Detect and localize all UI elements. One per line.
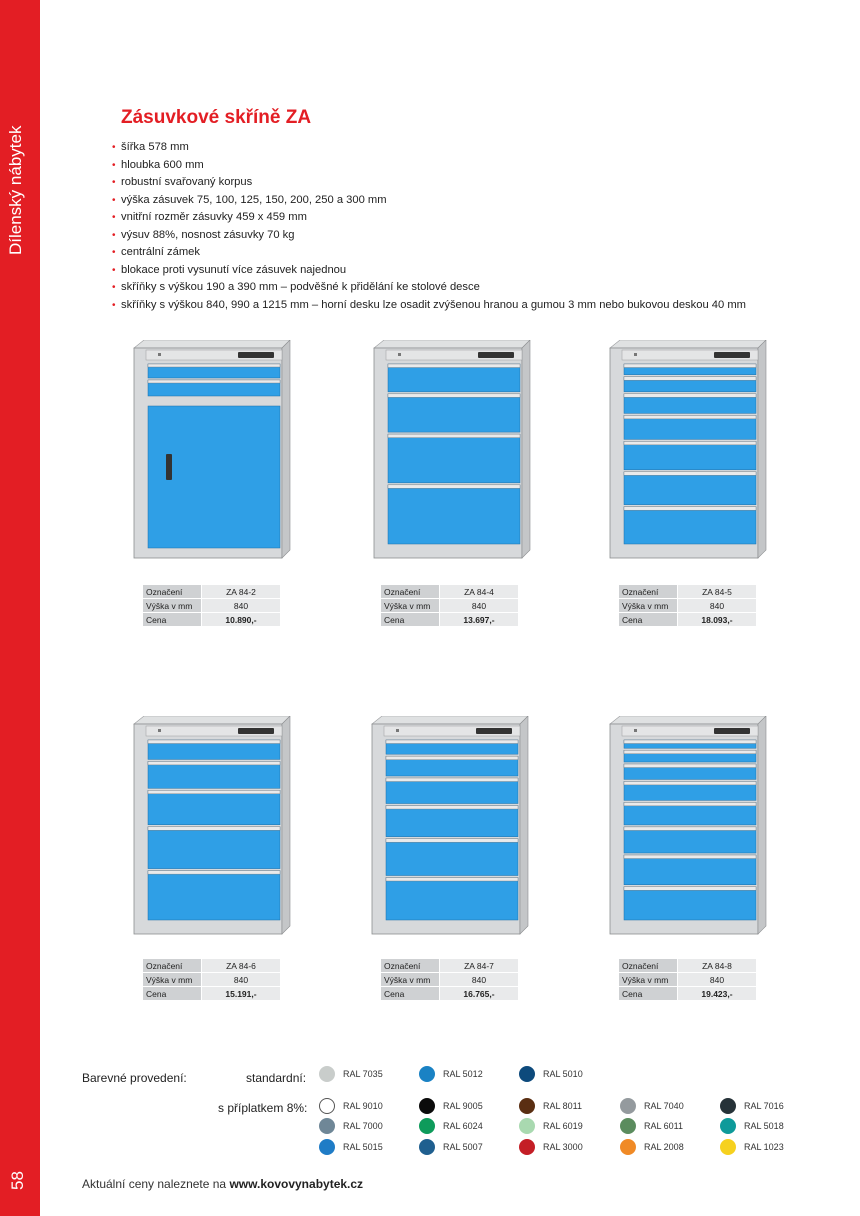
drawer-front (386, 878, 518, 920)
cabinet-drawing (370, 716, 530, 936)
cabinet-image-za-84-7 (370, 716, 530, 936)
spec-table-za-84-6 (142, 958, 281, 1001)
feature-item: • šířka 578 mm (112, 139, 746, 157)
drawer-front (624, 855, 756, 885)
drawer-handle (624, 750, 756, 754)
spec-height: 840 (440, 973, 519, 987)
color-name: RAL 7035 (343, 1069, 383, 1079)
cabinet-top (374, 340, 530, 348)
spec-height: 840 (202, 599, 281, 613)
drawer-front (148, 871, 280, 920)
cabinet-top (372, 716, 528, 724)
color-name: RAL 6011 (644, 1121, 684, 1131)
color-name: RAL 5010 (543, 1069, 583, 1079)
drawer-handle (388, 434, 520, 438)
feature-list (112, 139, 746, 314)
drawer-front (148, 790, 280, 824)
color-dot (519, 1066, 535, 1082)
color-swatch (319, 1066, 383, 1082)
color-swatch (419, 1066, 483, 1082)
color-swatch (620, 1098, 684, 1114)
label-holder-icon (158, 353, 161, 356)
spec-label: Cena (143, 613, 202, 627)
lock-icon (476, 728, 512, 734)
spec-label: Výška v mm (381, 599, 440, 613)
extra-colors-label: s příplatkem 8%: (218, 1101, 308, 1115)
drawer-handle (148, 761, 280, 765)
drawer-handle (148, 740, 280, 744)
drawer-handle (624, 887, 756, 891)
spec-label: Označení (381, 585, 440, 599)
spec-label: Výška v mm (143, 973, 202, 987)
color-name: RAL 8011 (543, 1101, 583, 1111)
color-dot (620, 1139, 636, 1155)
drawer-front (624, 887, 756, 920)
spec-label: Cena (619, 987, 678, 1001)
drawer-handle (624, 764, 756, 768)
cabinet-side (758, 716, 766, 934)
spec-label: Výška v mm (619, 973, 678, 987)
footer-text: Aktuální ceny naleznete na (82, 1177, 230, 1191)
cabinet-top (134, 716, 290, 724)
spec-label: Výška v mm (619, 599, 678, 613)
spec-name: ZA 84-8 (678, 959, 757, 973)
feature-item: • vnitřní rozměr zásuvky 459 x 459 mm (112, 209, 746, 227)
drawer-handle (148, 364, 280, 367)
feature-item: • centrální zámek (112, 244, 746, 262)
drawer-front (386, 806, 518, 837)
feature-item: • skříňky s výškou 840, 990 a 1215 mm – horní desku lze osadit zvýšenou hranou a gumou 3 mm nebo bukovou deskou 40 mm (112, 297, 746, 315)
color-swatch (319, 1139, 383, 1155)
color-name: RAL 7016 (744, 1101, 784, 1111)
section-title: Dílenský nábytek (6, 125, 25, 255)
color-dot (720, 1118, 736, 1134)
label-holder-icon (158, 729, 161, 732)
color-dot (419, 1118, 435, 1134)
page-title: Zásuvkové skříně ZA (121, 107, 312, 128)
spec-name: ZA 84-4 (440, 585, 519, 599)
color-swatch (419, 1118, 483, 1134)
spec-price: 15.191,- (202, 987, 281, 1001)
cabinet-side (282, 716, 290, 934)
colors-label: Barevné provedení: (82, 1071, 187, 1085)
color-swatch (720, 1118, 784, 1134)
color-name: RAL 9005 (443, 1101, 483, 1111)
spec-table-za-84-8 (618, 958, 757, 1001)
door-handle-icon (166, 454, 172, 480)
color-dot (620, 1098, 636, 1114)
drawer-handle (148, 827, 280, 831)
cabinet-side (522, 340, 530, 558)
color-dot (419, 1066, 435, 1082)
spec-label: Výška v mm (381, 973, 440, 987)
cabinet-image-za-84-6 (132, 716, 292, 936)
drawer-handle (624, 507, 756, 511)
drawer-handle (624, 802, 756, 806)
color-name: RAL 3000 (543, 1142, 583, 1152)
drawer-front (386, 839, 518, 876)
cabinet-image-za-84-2 (132, 340, 292, 560)
spec-price: 13.697,- (440, 613, 519, 627)
spec-price: 19.423,- (678, 987, 757, 1001)
color-dot (419, 1098, 435, 1114)
cabinet-drawing (608, 716, 768, 936)
spec-name: ZA 84-2 (202, 585, 281, 599)
cabinet-image-za-84-5 (608, 340, 768, 560)
spec-price: 18.093,- (678, 613, 757, 627)
drawer-handle (388, 364, 520, 368)
cabinet-drawing (132, 340, 292, 560)
cabinet-drawing (132, 716, 292, 936)
drawer-handle (386, 839, 518, 843)
drawer-handle (624, 781, 756, 785)
drawer-handle (386, 778, 518, 782)
color-name: RAL 5007 (443, 1142, 483, 1152)
spec-height: 840 (678, 599, 757, 613)
feature-item: • výsuv 88%, nosnost zásuvky 70 kg (112, 227, 746, 245)
cabinet-side (758, 340, 766, 558)
color-swatch (519, 1139, 583, 1155)
color-swatch (519, 1098, 582, 1114)
drawer-handle (148, 871, 280, 875)
color-dot (620, 1118, 636, 1134)
drawer-front (148, 761, 280, 788)
drawer-handle (624, 394, 756, 398)
spec-label: Cena (619, 613, 678, 627)
color-swatch (419, 1098, 483, 1114)
spec-price: 16.765,- (440, 987, 519, 1001)
color-swatch (419, 1139, 483, 1155)
color-name: RAL 9010 (343, 1101, 383, 1111)
spec-label: Cena (381, 987, 440, 1001)
color-dot (720, 1098, 736, 1114)
spec-label: Označení (619, 585, 678, 599)
color-dot (319, 1139, 335, 1155)
spec-label: Cena (143, 987, 202, 1001)
color-dot (419, 1139, 435, 1155)
drawer-handle (624, 855, 756, 859)
cabinet-top (610, 340, 766, 348)
sidebar-band (0, 0, 40, 1216)
spec-name: ZA 84-5 (678, 585, 757, 599)
drawer-handle (148, 380, 280, 383)
label-holder-icon (398, 353, 401, 356)
label-holder-icon (634, 729, 637, 732)
color-name: RAL 2008 (644, 1142, 684, 1152)
drawer-front (624, 507, 756, 544)
drawer-handle (624, 364, 756, 368)
cabinet-side (282, 340, 290, 558)
lock-icon (714, 352, 750, 358)
color-swatch (620, 1118, 683, 1134)
cabinet-top (610, 716, 766, 724)
color-name: RAL 5015 (343, 1142, 383, 1152)
color-swatch (620, 1139, 684, 1155)
drawer-front (388, 364, 520, 392)
feature-item: • hloubka 600 mm (112, 157, 746, 175)
spec-label: Výška v mm (143, 599, 202, 613)
drawer-front (624, 472, 756, 505)
page-number: 58 (8, 1171, 27, 1190)
spec-label: Označení (619, 959, 678, 973)
spec-height: 840 (678, 973, 757, 987)
lock-icon (714, 728, 750, 734)
drawer-handle (624, 377, 756, 381)
color-name: RAL 7000 (343, 1121, 383, 1131)
drawer-handle (386, 740, 518, 744)
drawer-handle (386, 806, 518, 810)
drawer-front (386, 778, 518, 804)
color-name: RAL 5012 (443, 1069, 483, 1079)
cabinet-side (520, 716, 528, 934)
drawer-front (388, 485, 520, 544)
color-swatch (720, 1139, 784, 1155)
standard-colors-label: standardní: (246, 1071, 307, 1085)
spec-label: Označení (143, 959, 202, 973)
drawer-handle (148, 790, 280, 794)
cabinet-drawing (608, 340, 768, 560)
drawer-handle (388, 394, 520, 398)
drawer-handle (624, 827, 756, 831)
spec-table-za-84-7 (380, 958, 519, 1001)
feature-item: • skříňky s výškou 190 a 390 mm – podvěšné k přidělání ke stolové desce (112, 279, 746, 297)
cabinet-image-za-84-4 (372, 340, 532, 560)
drawer-handle (624, 740, 756, 744)
color-name: RAL 5018 (744, 1121, 784, 1131)
spec-table-za-84-5 (618, 584, 757, 627)
spec-height: 840 (202, 973, 281, 987)
feature-item: • robustní svařovaný korpus (112, 174, 746, 192)
spec-label: Cena (381, 613, 440, 627)
spec-table-za-84-2 (142, 584, 281, 627)
drawer-front (388, 434, 520, 483)
spec-name: ZA 84-7 (440, 959, 519, 973)
drawer-front (388, 394, 520, 432)
spec-label: Označení (143, 585, 202, 599)
feature-item: • výška zásuvek 75, 100, 125, 150, 200, 250 a 300 mm (112, 192, 746, 210)
footer-note (82, 1177, 363, 1191)
color-swatch (319, 1118, 383, 1134)
color-dot (519, 1098, 535, 1114)
color-name: RAL 6024 (443, 1121, 483, 1131)
color-swatch (519, 1066, 583, 1082)
color-swatch (519, 1118, 583, 1134)
drawer-handle (386, 878, 518, 882)
drawer-handle (624, 441, 756, 445)
spec-name: ZA 84-6 (202, 959, 281, 973)
website-link[interactable]: www.kovovynabytek.cz (229, 1177, 364, 1191)
cabinet-image-za-84-8 (608, 716, 768, 936)
feature-item: • blokace proti vysunutí více zásuvek najednou (112, 262, 746, 280)
lock-icon (238, 352, 274, 358)
color-dot (319, 1118, 335, 1134)
label-holder-icon (396, 729, 399, 732)
lock-icon (238, 728, 274, 734)
drawer-handle (624, 415, 756, 419)
drawer-handle (386, 756, 518, 760)
color-dot (519, 1118, 535, 1134)
spec-label: Označení (381, 959, 440, 973)
color-name: RAL 6019 (543, 1121, 583, 1131)
drawer-handle (624, 472, 756, 476)
color-name: RAL 1023 (744, 1142, 784, 1152)
spec-table-za-84-4 (380, 584, 519, 627)
drawer-front (148, 827, 280, 869)
drawer-handle (388, 485, 520, 489)
spec-price: 10.890,- (202, 613, 281, 627)
cabinet-drawing (372, 340, 532, 560)
color-swatch (319, 1098, 383, 1114)
drawer-front (624, 827, 756, 853)
color-dot (519, 1139, 535, 1155)
cabinet-top (134, 340, 290, 348)
color-swatch (720, 1098, 784, 1114)
color-name: RAL 7040 (644, 1101, 684, 1111)
color-dot (319, 1098, 335, 1114)
label-holder-icon (634, 353, 637, 356)
spec-height: 840 (440, 599, 519, 613)
drawer-front (624, 441, 756, 469)
lock-icon (478, 352, 514, 358)
color-dot (319, 1066, 335, 1082)
color-dot (720, 1139, 736, 1155)
